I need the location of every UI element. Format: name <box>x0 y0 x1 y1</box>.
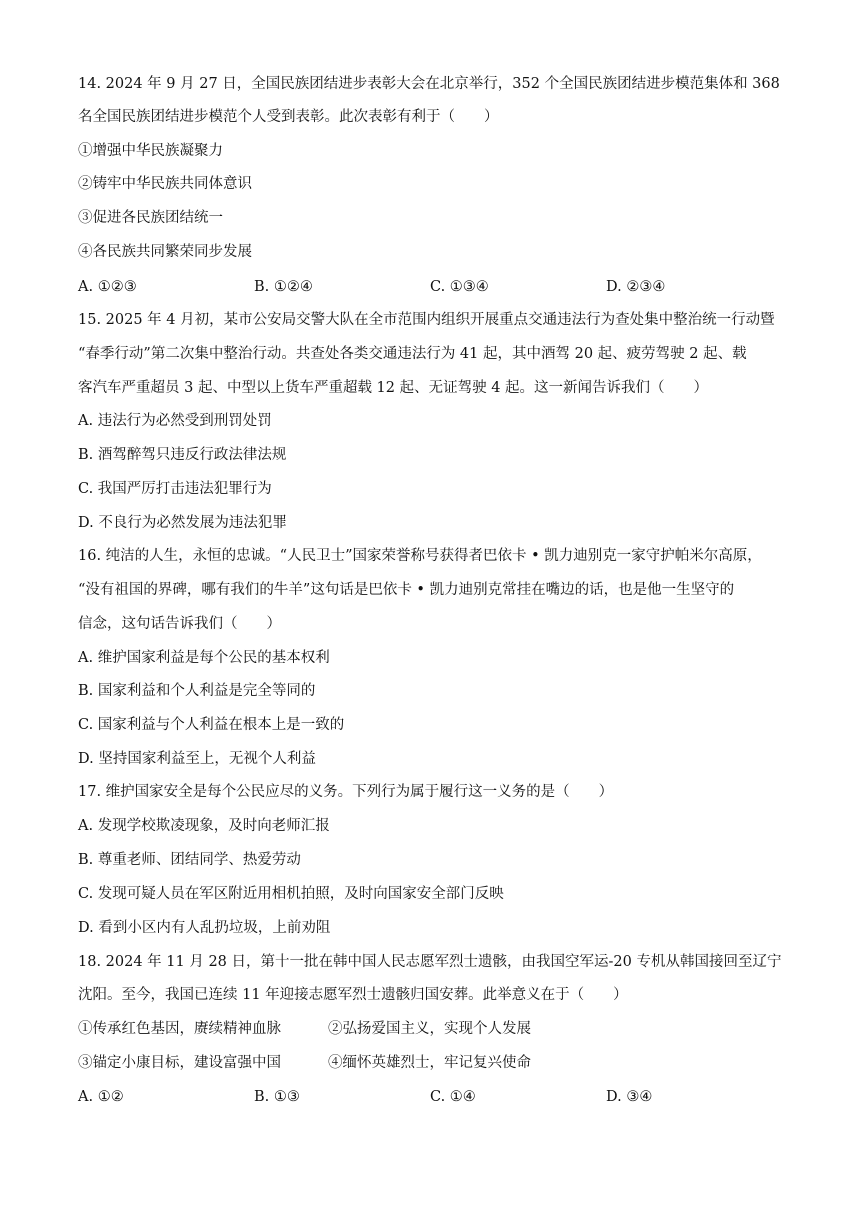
q15-option-a[interactable]: A. 违法行为必然受到刑罚处罚 <box>78 413 272 429</box>
q14-option-b[interactable]: B. ①②④ <box>254 279 313 295</box>
q16-stem-line-1: 16. 纯洁的人生，永恒的忠诚。“人民卫士”国家荣誉称号获得者巴依卡 • 凯力迪别克一家守护帕米尔高原， <box>78 548 762 564</box>
q17-option-a[interactable]: A. 发现学校欺凌现象，及时向老师汇报 <box>78 818 330 834</box>
q17-option-b[interactable]: B. 尊重老师、团结同学、热爱劳动 <box>78 852 301 868</box>
q15-stem-line-3: 客汽车严重超员 3 起、中型以上货车严重超载 12 起、无证驾驶 4 起。这一新闻告诉我们（ ） <box>78 380 709 396</box>
q15-option-b[interactable]: B. 酒驾醉驾只违反行政法律法规 <box>78 447 287 463</box>
q18-options <box>78 1087 788 1107</box>
q14-item-2: ②铸牢中华民族共同体意识 <box>78 176 252 192</box>
q16-stem-line-3: 信念，这句话告诉我们（ ） <box>78 616 281 632</box>
q14-item-4: ④各民族共同繁荣同步发展 <box>78 244 252 260</box>
q18-option-b[interactable]: B. ①③ <box>254 1089 300 1105</box>
q18-option-a[interactable]: A. ①② <box>78 1089 124 1105</box>
q16-option-b[interactable]: B. 国家利益和个人利益是完全等同的 <box>78 683 316 699</box>
q18-item-2: ②弘扬爱国主义，实现个人发展 <box>328 1021 531 1037</box>
q14-option-d[interactable]: D. ②③④ <box>606 279 666 295</box>
q16-option-a[interactable]: A. 维护国家利益是每个公民的基本权利 <box>78 650 330 666</box>
q17-stem-line-1: 17. 维护国家安全是每个公民应尽的义务。下列行为属于履行这一义务的是（ ） <box>78 784 614 800</box>
q14-stem-line-2: 名全国民族团结进步模范个人受到表彰。此次表彰有利于（ ） <box>78 109 499 125</box>
q18-item-4: ④缅怀英雄烈士，牢记复兴使命 <box>328 1055 531 1071</box>
q16-option-c[interactable]: C. 国家利益与个人利益在根本上是一致的 <box>78 717 345 733</box>
q17-option-c[interactable]: C. 发现可疑人员在军区附近用相机拍照，及时向国家安全部门反映 <box>78 886 504 902</box>
q18-item-3: ③锚定小康目标，建设富强中国 <box>78 1055 281 1071</box>
q15-option-d[interactable]: D. 不良行为必然发展为违法犯罪 <box>78 515 287 531</box>
q15-option-c[interactable]: C. 我国严厉打击违法犯罪行为 <box>78 481 272 497</box>
q18-items-row-1 <box>78 1019 788 1039</box>
q15-stem-line-2: “春季行动”第二次集中整治行动。共查处各类交通违法行为 41 起，其中酒驾 20 起、疲劳驾驶 2 起、载 <box>78 346 747 362</box>
q18-stem-line-1: 18. 2024 年 11 月 28 日，第十一批在韩中国人民志愿军烈士遗骸，由我国空军运-20 专机从韩国接回至辽宁 <box>78 954 782 970</box>
q18-option-c[interactable]: C. ①④ <box>430 1089 476 1105</box>
q18-stem-line-2: 沈阳。至今，我国已连续 11 年迎接志愿军烈士遗骸归国安葬。此举意义在于（ ） <box>78 987 628 1003</box>
q16-option-d[interactable]: D. 坚持国家利益至上，无视个人利益 <box>78 751 316 767</box>
q14-option-c[interactable]: C. ①③④ <box>430 279 489 295</box>
q14-stem-line-1: 14. 2024 年 9 月 27 日，全国民族团结进步表彰大会在北京举行，352 个全国民族团结进步模范集体和 368 <box>78 76 780 92</box>
q16-stem-line-2: “没有祖国的界碑，哪有我们的牛羊”这句话是巴依卡 • 凯力迪别克常挂在嘴边的话，也是他一生坚守的 <box>78 582 735 598</box>
q18-item-1: ①传承红色基因，赓续精神血脉 <box>78 1021 281 1037</box>
q18-option-d[interactable]: D. ③④ <box>606 1089 653 1105</box>
q14-options <box>78 277 788 297</box>
q14-item-1: ①增强中华民族凝聚力 <box>78 143 223 159</box>
q17-option-d[interactable]: D. 看到小区内有人乱扔垃圾，上前劝阻 <box>78 920 331 936</box>
q14-option-a[interactable]: A. ①②③ <box>78 279 137 295</box>
q14-item-3: ③促进各民族团结统一 <box>78 210 223 226</box>
q15-stem-line-1: 15. 2025 年 4 月初，某市公安局交警大队在全市范围内组织开展重点交通违法行为查处集中整治统一行动暨 <box>78 312 775 328</box>
q18-items-row-2 <box>78 1053 788 1073</box>
